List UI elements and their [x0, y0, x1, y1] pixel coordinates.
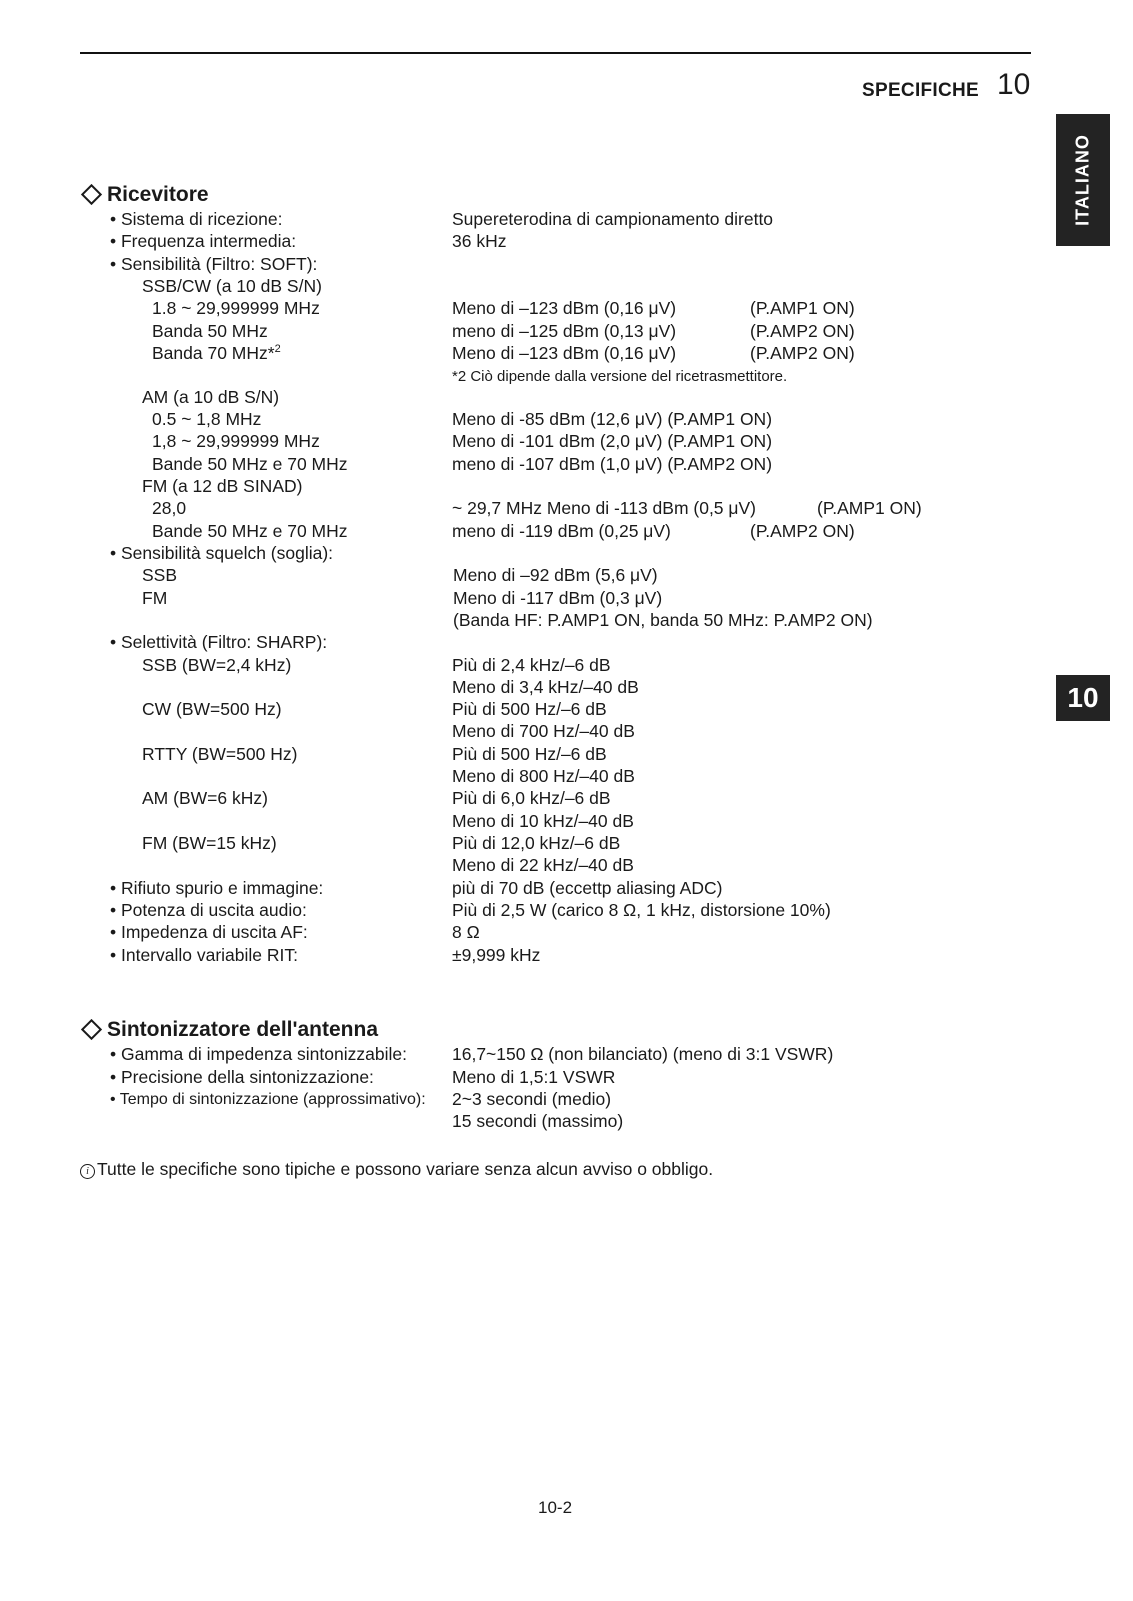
spec-sublabel: AM (a 10 dB S/N): [142, 387, 280, 407]
spec-value: Meno di 1,5:1 VSWR: [452, 1067, 616, 1087]
spec-label: • Intervallo variabile RIT:: [110, 945, 299, 965]
spec-value: Meno di 3,4 kHz/–40 dB: [452, 677, 639, 697]
spec-value: meno di -107 dBm (1,0 μV) (P.AMP2 ON): [452, 454, 773, 474]
header-rule: [80, 52, 1031, 54]
spec-value: Meno di –123 dBm (0,16 μV): [452, 343, 677, 363]
spec-sublabel: RTTY (BW=500 Hz): [142, 744, 298, 764]
spec-label: • Potenza di uscita audio:: [110, 900, 307, 920]
spec-sublabel: Bande 50 MHz e 70 MHz: [152, 521, 348, 541]
footnote-marker: 2: [274, 343, 281, 356]
spec-sublabel: 1.8 ~ 29,999999 MHz: [152, 298, 320, 318]
spec-label: • Frequenza intermedia:: [110, 231, 297, 251]
spec-value: 36 kHz: [452, 231, 507, 251]
spec-sublabel: Bande 50 MHz e 70 MHz: [152, 454, 348, 474]
spec-label: • Gamma di impedenza sintonizzabile:: [110, 1044, 407, 1064]
spec-value-note: (P.AMP2 ON): [750, 321, 855, 341]
spec-label: • Selettività (Filtro: SHARP):: [110, 632, 328, 652]
spec-value: Meno di -101 dBm (2,0 μV) (P.AMP1 ON): [452, 431, 773, 451]
receiver-section-title: [80, 183, 209, 207]
spec-value: Più di 2,4 kHz/–6 dB: [452, 655, 611, 675]
spec-sublabel: SSB: [142, 565, 178, 585]
spec-value: Meno di -117 dBm (0,3 μV): [453, 588, 663, 608]
spec-value: Più di 500 Hz/–6 dB: [452, 699, 607, 719]
spec-value: Meno di -85 dBm (12,6 μV) (P.AMP1 ON): [452, 409, 773, 429]
general-note: [80, 1158, 713, 1180]
spec-value: 15 secondi (massimo): [452, 1111, 624, 1131]
spec-value: 2~3 secondi (medio): [452, 1089, 612, 1109]
spec-value: (Banda HF: P.AMP1 ON, banda 50 MHz: P.AMP2 ON): [453, 610, 873, 630]
chapter-tab[interactable]: 10: [1056, 675, 1110, 721]
spec-value: Meno di 10 kHz/–40 dB: [452, 811, 634, 831]
footnote: *2 Ciò dipende dalla versione del ricetrasmettitore.: [452, 368, 788, 385]
spec-label: • Impedenza di uscita AF:: [110, 922, 308, 942]
spec-value: 16,7~150 Ω (non bilanciato) (meno di 3:1 VSWR): [452, 1044, 834, 1064]
info-icon: i: [80, 1164, 95, 1179]
spec-sublabel: 0.5 ~ 1,8 MHz: [152, 409, 262, 429]
tuner-title-text: Sintonizzatore dell'antenna: [107, 1018, 379, 1041]
spec-label: • Precisione della sintonizzazione:: [110, 1067, 374, 1087]
spec-value: Più di 12,0 kHz/–6 dB: [452, 833, 621, 853]
spec-sublabel: SSB/CW (a 10 dB S/N): [142, 276, 322, 296]
spec-value: Meno di –92 dBm (5,6 μV): [453, 565, 658, 585]
spec-value: Meno di 22 kHz/–40 dB: [452, 855, 634, 875]
spec-sublabel: FM (BW=15 kHz): [142, 833, 277, 853]
spec-value: Supereterodina di campionamento diretto: [452, 209, 774, 229]
spec-label: • Tempo di sintonizzazione (approssimativo):: [110, 1091, 426, 1108]
receiver-title-text: Ricevitore: [107, 183, 209, 206]
language-tab[interactable]: [1056, 114, 1110, 246]
spec-sublabel: [152, 342, 281, 364]
spec-sublabel: SSB (BW=2,4 kHz): [142, 655, 292, 675]
spec-value: Meno di 700 Hz/–40 dB: [452, 721, 635, 741]
spec-value: 8 Ω: [452, 922, 480, 942]
header-label: SPECIFICHE: [862, 80, 980, 101]
spec-value: meno di -119 dBm (0,25 μV): [452, 521, 671, 541]
spec-value-note: (P.AMP1 ON): [817, 498, 922, 518]
spec-sublabel-text: Banda 70 MHz*: [152, 343, 275, 363]
general-note-text: Tutte le specifiche sono tipiche e possono variare senza alcun avviso o obbligo.: [97, 1159, 714, 1179]
spec-value: Meno di –123 dBm (0,16 μV): [452, 298, 677, 318]
spec-value: meno di –125 dBm (0,13 μV): [452, 321, 677, 341]
spec-label: • Sistema di ricezione:: [110, 209, 283, 229]
language-tab-label: ITALIANO: [1072, 134, 1093, 226]
spec-sublabel: 28,0: [152, 498, 187, 518]
tuner-section-title: [80, 1018, 378, 1042]
spec-label: • Sensibilità squelch (soglia):: [110, 543, 334, 563]
header-chapter-number: 10: [997, 68, 1031, 101]
spec-sublabel: Banda 50 MHz: [152, 321, 268, 341]
spec-value-note: (P.AMP2 ON): [750, 343, 855, 363]
diamond-bullet-icon: [81, 184, 102, 205]
spec-value: Più di 2,5 W (carico 8 Ω, 1 kHz, distorsione 10%): [452, 900, 831, 920]
spec-value-note: (P.AMP1 ON): [750, 298, 855, 318]
spec-sublabel: FM (a 12 dB SINAD): [142, 476, 303, 496]
spec-value: ±9,999 kHz: [452, 945, 541, 965]
spec-sublabel: FM: [142, 588, 168, 608]
spec-sublabel: CW (BW=500 Hz): [142, 699, 282, 719]
spec-value: ~ 29,7 MHz Meno di -113 dBm (0,5 μV): [452, 498, 756, 518]
spec-label: • Rifiuto spurio e immagine:: [110, 878, 324, 898]
spec-sublabel: AM (BW=6 kHz): [142, 788, 268, 808]
spec-label: • Sensibilità (Filtro: SOFT):: [110, 254, 318, 274]
spec-sublabel: 1,8 ~ 29,999999 MHz: [152, 431, 320, 451]
spec-value-note: (P.AMP2 ON): [750, 521, 855, 541]
spec-value: più di 70 dB (eccettp aliasing ADC): [452, 878, 723, 898]
diamond-bullet-icon: [81, 1019, 102, 1040]
spec-value: Più di 6,0 kHz/–6 dB: [452, 788, 611, 808]
spec-value: Più di 500 Hz/–6 dB: [452, 744, 607, 764]
spec-value: Meno di 800 Hz/–40 dB: [452, 766, 635, 786]
page-number: 10-2: [538, 1498, 573, 1517]
